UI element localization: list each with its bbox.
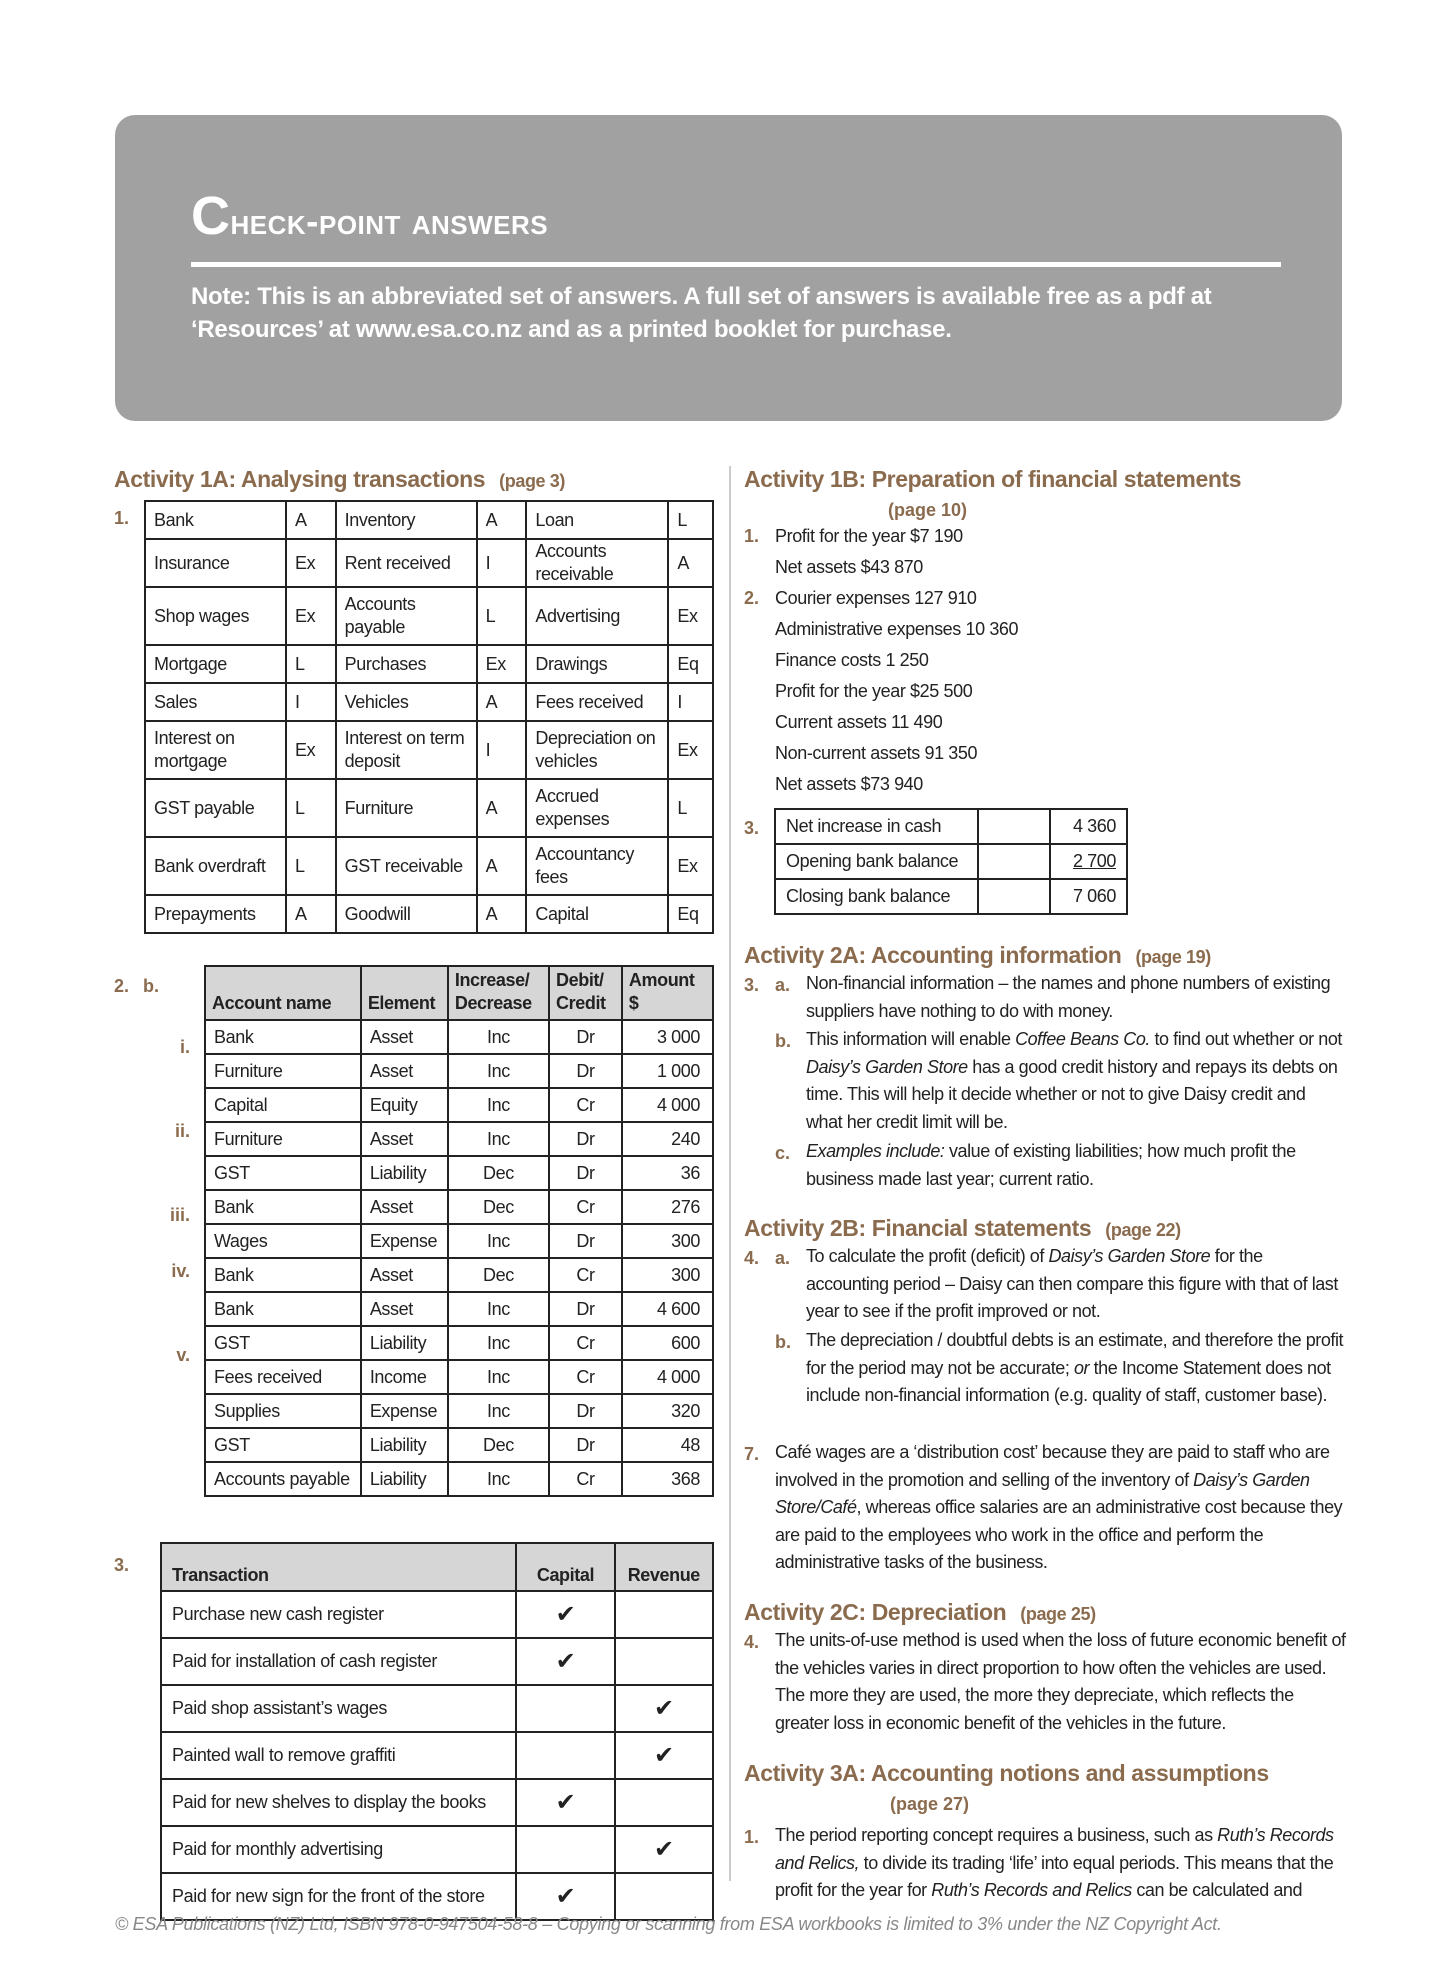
- table-cell: Asset: [361, 1292, 448, 1326]
- table-cell: Dr: [549, 1156, 622, 1190]
- table-cell: Inc: [448, 1020, 549, 1054]
- answer-line: Net assets $43 870: [775, 557, 923, 577]
- table-cell: Inc: [448, 1122, 549, 1156]
- table-cell: Inc: [448, 1054, 549, 1088]
- table-cell: Bank: [145, 501, 286, 539]
- table-cell: Inc: [448, 1292, 549, 1326]
- table-cell: [516, 1826, 614, 1873]
- table-cell: L: [286, 645, 336, 683]
- table-cell: Interest on mortgage: [145, 721, 286, 779]
- question-letter: b.: [775, 1031, 791, 1051]
- table-cell: A: [477, 501, 527, 539]
- table-cell: Purchases: [336, 645, 477, 683]
- table-row: [205, 1462, 713, 1496]
- question-number: 2.: [114, 976, 130, 996]
- copyright-footer: © ESA Publications (NZ) Ltd, ISBN 978-0-947504-58-8 – Copying or scanning from ESA workbooks is limited to 3% under the NZ Copyright Act.: [115, 1914, 1222, 1934]
- question-number: 1.: [744, 526, 760, 546]
- table-cell: Closing bank balance: [775, 879, 978, 914]
- table-cell: Dec: [448, 1428, 549, 1462]
- question-letter: c.: [775, 1143, 791, 1163]
- table-cell: Dr: [549, 1224, 622, 1258]
- table-cell: Paid for new sign for the front of the store: [161, 1873, 516, 1920]
- table-cell: Opening bank balance: [775, 844, 978, 879]
- table-cell: Income: [361, 1360, 448, 1394]
- table-cell: 240: [622, 1122, 713, 1156]
- table-cell: Cr: [549, 1258, 622, 1292]
- table-cell: I: [477, 721, 527, 779]
- table-cell: I: [286, 683, 336, 721]
- table-cell: Bank: [205, 1020, 361, 1054]
- table-cell: [615, 1638, 713, 1685]
- table-cell: GST: [205, 1428, 361, 1462]
- table-cell: Loan: [526, 501, 668, 539]
- checkmark-icon: ✔: [615, 1826, 713, 1873]
- table-cell: Furniture: [205, 1122, 361, 1156]
- table-cell: 4 600: [622, 1292, 713, 1326]
- table-cell: Ex: [668, 587, 713, 645]
- table-cell: Drawings: [526, 645, 668, 683]
- table-row: [145, 587, 713, 645]
- transactions-classification-table: [144, 500, 714, 934]
- question-number: 3.: [114, 1555, 130, 1575]
- table-cell: Net increase in cash: [775, 809, 978, 844]
- table-cell: Ex: [668, 837, 713, 895]
- table-cell: Purchase new cash register: [161, 1591, 516, 1638]
- table-row: [775, 809, 1127, 844]
- question-number: 1.: [744, 1827, 760, 1847]
- table-row: [145, 501, 713, 539]
- question-number: 2.: [744, 588, 760, 608]
- table-cell: Dec: [448, 1258, 549, 1292]
- table-row: [161, 1732, 713, 1779]
- table-row: [205, 1326, 713, 1360]
- table-cell: L: [668, 779, 713, 837]
- column-header: Revenue: [615, 1543, 713, 1591]
- account-analysis-table: [204, 965, 714, 1497]
- question-letter: a.: [775, 1248, 791, 1268]
- table-cell: Painted wall to remove graffiti: [161, 1732, 516, 1779]
- table-cell: Bank: [205, 1258, 361, 1292]
- table-cell: 3 000: [622, 1020, 713, 1054]
- table-cell: Goodwill: [336, 895, 477, 933]
- answer-paragraph: Café wages are a ‘distribution cost’ because they are paid to staff who are involved in the promotion and selling of the inventory of Daisy’s Garden Store/Café, whereas office salaries are an administrative cost because they are paid to the employees who work in the office and perform the administrative tasks of the business.: [775, 1442, 1343, 1572]
- table-row: [205, 1122, 713, 1156]
- question-number: 4.: [744, 1632, 760, 1652]
- table-cell: A: [477, 683, 527, 721]
- row-label: iii.: [169, 1205, 190, 1225]
- table-row: [205, 1394, 713, 1428]
- table-cell: Sales: [145, 683, 286, 721]
- table-cell: Bank: [205, 1190, 361, 1224]
- row-label: iv.: [171, 1261, 190, 1281]
- table-cell: Eq: [668, 645, 713, 683]
- checkmark-icon: ✔: [615, 1685, 713, 1732]
- table-cell: Cr: [549, 1360, 622, 1394]
- table-row: [775, 844, 1127, 879]
- table-row: [205, 1292, 713, 1326]
- activity-1a-heading: Activity 1A: Analysing transactions (page 3): [114, 466, 565, 492]
- table-cell: Mortgage: [145, 645, 286, 683]
- answer-paragraph: Examples include: value of existing liabilities; how much profit the business made last year; current ratio.: [806, 1141, 1296, 1189]
- table-cell: Paid shop assistant’s wages: [161, 1685, 516, 1732]
- activity-1b-heading: Activity 1B: Preparation of financial statements: [744, 466, 1242, 492]
- table-cell: 2 700: [1050, 844, 1127, 879]
- table-cell: Expense: [361, 1394, 448, 1428]
- question-number: 4.: [744, 1248, 760, 1268]
- activity-2b-heading: Activity 2B: Financial statements (page 22): [744, 1215, 1181, 1241]
- column-header: Increase/ Decrease: [448, 966, 549, 1020]
- table-cell: Rent received: [336, 539, 477, 587]
- table-cell: Dec: [448, 1156, 549, 1190]
- question-number: 3.: [744, 975, 760, 995]
- table-cell: Cr: [549, 1190, 622, 1224]
- table-cell: Wages: [205, 1224, 361, 1258]
- table-cell: [978, 844, 1049, 879]
- table-cell: Liability: [361, 1156, 448, 1190]
- table-row: [161, 1779, 713, 1826]
- table-cell: Capital: [205, 1088, 361, 1122]
- table-cell: 4 000: [622, 1360, 713, 1394]
- table-row: [205, 1020, 713, 1054]
- table-cell: L: [286, 837, 336, 895]
- table-cell: Ex: [286, 587, 336, 645]
- checkmark-icon: ✔: [516, 1591, 614, 1638]
- table-row: [145, 895, 713, 933]
- row-label: v.: [176, 1345, 190, 1365]
- question-number: 1.: [114, 508, 130, 528]
- column-divider: [729, 466, 731, 1881]
- table-cell: Asset: [361, 1122, 448, 1156]
- table-row: [145, 779, 713, 837]
- table-cell: 276: [622, 1190, 713, 1224]
- table-cell: GST: [205, 1156, 361, 1190]
- answer-line: Current assets 11 490: [775, 712, 943, 732]
- table-cell: Dr: [549, 1428, 622, 1462]
- table-cell: 320: [622, 1394, 713, 1428]
- table-cell: Cr: [549, 1326, 622, 1360]
- table-cell: Ex: [286, 721, 336, 779]
- answer-paragraph: The period reporting concept requires a business, such as Ruth’s Records and Relics, to divide its trading ‘life’ into equal periods. This means that the profit for the year for Ruth’s Records and Relics can be calculated and: [775, 1825, 1334, 1900]
- table-cell: Dr: [549, 1394, 622, 1428]
- capital-revenue-table: [160, 1542, 714, 1921]
- table-cell: Inc: [448, 1088, 549, 1122]
- table-cell: Asset: [361, 1020, 448, 1054]
- table-cell: Accounts receivable: [526, 539, 668, 587]
- column-header: Debit/ Credit: [549, 966, 622, 1020]
- column-header: Element: [361, 966, 448, 1020]
- page-title: Check-point answers: [191, 186, 549, 246]
- table-cell: Inc: [448, 1360, 549, 1394]
- checkmark-icon: ✔: [615, 1732, 713, 1779]
- question-number: 7.: [744, 1444, 760, 1464]
- activity-3a-heading: Activity 3A: Accounting notions and assumptions: [744, 1760, 1269, 1786]
- table-cell: Insurance: [145, 539, 286, 587]
- table-cell: Equity: [361, 1088, 448, 1122]
- table-cell: Accountancy fees: [526, 837, 668, 895]
- table-cell: GST payable: [145, 779, 286, 837]
- table-cell: 48: [622, 1428, 713, 1462]
- title-rule: [191, 262, 1281, 267]
- table-row: [161, 1826, 713, 1873]
- table-cell: Eq: [668, 895, 713, 933]
- cash-reconciliation-table: [774, 808, 1128, 915]
- table-cell: Dr: [549, 1020, 622, 1054]
- row-label: ii.: [174, 1121, 190, 1141]
- table-row: [161, 1638, 713, 1685]
- table-cell: A: [477, 779, 527, 837]
- table-cell: L: [477, 587, 527, 645]
- table-cell: Inventory: [336, 501, 477, 539]
- table-cell: [516, 1685, 614, 1732]
- table-cell: Depreciation on vehicles: [526, 721, 668, 779]
- table-cell: Inc: [448, 1462, 549, 1496]
- table-cell: Asset: [361, 1258, 448, 1292]
- table-cell: A: [286, 501, 336, 539]
- table-cell: Asset: [361, 1054, 448, 1088]
- answer-line: Courier expenses 127 910: [775, 588, 977, 608]
- column-header: Account name: [205, 966, 361, 1020]
- table-cell: Cr: [549, 1088, 622, 1122]
- answer-paragraph: The depreciation / doubtful debts is an estimate, and therefore the profit for the period may not be accurate; or the Income Statement does not include non-financial information (e.g. quality of staff, customer base).: [806, 1330, 1344, 1405]
- table-cell: Accounts payable: [336, 587, 477, 645]
- table-cell: A: [477, 895, 527, 933]
- table-cell: 4 000: [622, 1088, 713, 1122]
- table-cell: Bank: [205, 1292, 361, 1326]
- table-cell: Paid for installation of cash register: [161, 1638, 516, 1685]
- table-cell: 7 060: [1050, 879, 1127, 914]
- table-cell: Bank overdraft: [145, 837, 286, 895]
- answer-line: Non-current assets 91 350: [775, 743, 978, 763]
- table-cell: Liability: [361, 1326, 448, 1360]
- answer-line: Net assets $73 940: [775, 774, 923, 794]
- table-row: [205, 1224, 713, 1258]
- question-letter: b.: [775, 1332, 791, 1352]
- table-cell: Liability: [361, 1428, 448, 1462]
- row-label: i.: [179, 1037, 190, 1057]
- answer-paragraph: The units-of-use method is used when the loss of future economic benefit of the vehicles varies in direct proportion to how often the vehicles are used. The more they are used, the more they depreciate, which reflects the greater loss in economic benefit of the vehicles in the future.: [775, 1630, 1346, 1733]
- table-cell: Dr: [549, 1054, 622, 1088]
- table-cell: Interest on term deposit: [336, 721, 477, 779]
- answer-paragraph: This information will enable Coffee Beans Co. to find out whether or not Daisy’s Garden Store has a good credit history and repays its debts on time. This will help it decide whether or not to give Daisy credit and what her credit limit will be.: [806, 1029, 1342, 1132]
- table-cell: Dr: [549, 1292, 622, 1326]
- table-cell: 300: [622, 1258, 713, 1292]
- table-cell: [615, 1591, 713, 1638]
- table-cell: L: [668, 501, 713, 539]
- question-letter: b.: [143, 976, 159, 996]
- column-header: Amount $: [622, 966, 713, 1020]
- table-cell: Furniture: [205, 1054, 361, 1088]
- table-cell: A: [477, 837, 527, 895]
- checkmark-icon: ✔: [516, 1873, 614, 1920]
- table-row: [145, 645, 713, 683]
- table-cell: Inc: [448, 1224, 549, 1258]
- table-cell: I: [668, 683, 713, 721]
- column-header: Capital: [516, 1543, 614, 1591]
- table-cell: Cr: [549, 1462, 622, 1496]
- table-cell: Paid for monthly advertising: [161, 1826, 516, 1873]
- header-note: Note: This is an abbreviated set of answers. A full set of answers is available free as a pdf at ‘Resources’ at www.esa.co.nz and as a printed booklet for purchase.: [191, 283, 1212, 343]
- table-row: [145, 721, 713, 779]
- answer-line: Administrative expenses 10 360: [775, 619, 1019, 639]
- table-cell: [615, 1873, 713, 1920]
- checkmark-icon: ✔: [516, 1638, 614, 1685]
- question-number: 3.: [744, 818, 760, 838]
- table-cell: Ex: [286, 539, 336, 587]
- table-cell: Shop wages: [145, 587, 286, 645]
- table-cell: A: [286, 895, 336, 933]
- table-cell: Asset: [361, 1190, 448, 1224]
- table-cell: [978, 879, 1049, 914]
- table-cell: Fees received: [526, 683, 668, 721]
- activity-1b-page: (page 10): [888, 500, 968, 520]
- answer-line: Profit for the year $25 500: [775, 681, 973, 701]
- table-row: [205, 1258, 713, 1292]
- table-row: [205, 1156, 713, 1190]
- table-cell: L: [286, 779, 336, 837]
- table-cell: 368: [622, 1462, 713, 1496]
- activity-3a-page: (page 27): [890, 1794, 970, 1814]
- activity-2a-heading: Activity 2A: Accounting information (page 19): [744, 942, 1211, 968]
- table-cell: Inc: [448, 1326, 549, 1360]
- table-cell: 36: [622, 1156, 713, 1190]
- answer-paragraph: To calculate the profit (deficit) of Daisy’s Garden Store for the accounting period – Daisy can then compare this figure with that of last year to see if the profit improved or not.: [806, 1246, 1338, 1321]
- column-header: Transaction: [161, 1543, 516, 1591]
- table-cell: 300: [622, 1224, 713, 1258]
- table-cell: A: [668, 539, 713, 587]
- table-cell: Paid for new shelves to display the books: [161, 1779, 516, 1826]
- table-row: [145, 837, 713, 895]
- table-cell: GST: [205, 1326, 361, 1360]
- checkmark-icon: ✔: [516, 1779, 614, 1826]
- answer-line: Finance costs 1 250: [775, 650, 929, 670]
- table-row: [205, 1360, 713, 1394]
- table-cell: Vehicles: [336, 683, 477, 721]
- table-row: [205, 1428, 713, 1462]
- table-cell: Liability: [361, 1462, 448, 1496]
- table-row: [145, 683, 713, 721]
- table-cell: Capital: [526, 895, 668, 933]
- table-row: [205, 1190, 713, 1224]
- answer-paragraph: Non-financial information – the names and phone numbers of existing suppliers have nothing to do with money.: [806, 973, 1331, 1021]
- table-cell: 4 360: [1050, 809, 1127, 844]
- question-letter: a.: [775, 975, 791, 995]
- header-banner: [115, 115, 1342, 421]
- table-cell: Inc: [448, 1394, 549, 1428]
- answer-line: Profit for the year $7 190: [775, 526, 963, 546]
- table-cell: GST receivable: [336, 837, 477, 895]
- table-cell: Furniture: [336, 779, 477, 837]
- table-cell: Dr: [549, 1122, 622, 1156]
- table-cell: Ex: [668, 721, 713, 779]
- table-cell: 1 000: [622, 1054, 713, 1088]
- table-cell: Expense: [361, 1224, 448, 1258]
- table-cell: [615, 1779, 713, 1826]
- table-cell: Fees received: [205, 1360, 361, 1394]
- table-cell: [516, 1732, 614, 1779]
- table-row: [205, 1054, 713, 1088]
- table-cell: Accounts payable: [205, 1462, 361, 1496]
- table-cell: Accrued expenses: [526, 779, 668, 837]
- table-cell: Dec: [448, 1190, 549, 1224]
- table-row: [161, 1591, 713, 1638]
- table-row: [161, 1873, 713, 1920]
- table-row: [205, 1088, 713, 1122]
- table-cell: Prepayments: [145, 895, 286, 933]
- activity-2c-heading: Activity 2C: Depreciation (page 25): [744, 1599, 1096, 1625]
- table-cell: 600: [622, 1326, 713, 1360]
- table-cell: I: [477, 539, 527, 587]
- table-cell: Supplies: [205, 1394, 361, 1428]
- table-cell: Advertising: [526, 587, 668, 645]
- table-row: [145, 539, 713, 587]
- table-cell: [978, 809, 1049, 844]
- table-row: [161, 1685, 713, 1732]
- table-row: [775, 879, 1127, 914]
- table-cell: Ex: [477, 645, 527, 683]
